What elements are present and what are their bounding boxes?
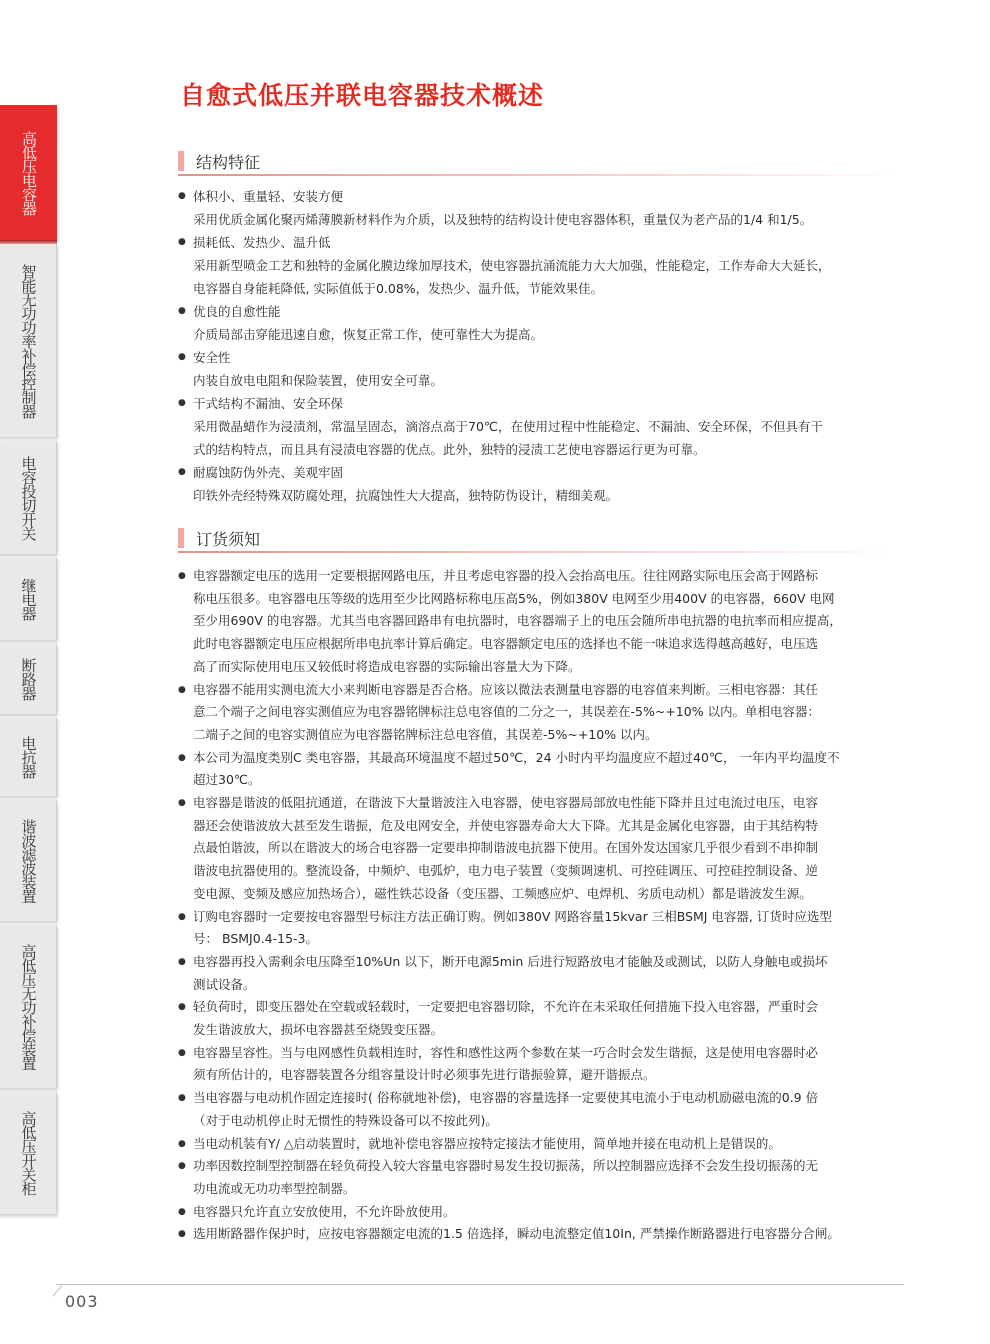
sidebar-tab-label: 断路器: [19, 658, 38, 700]
sidebar-tab-relays[interactable]: [0, 558, 57, 640]
section-marker: [178, 151, 184, 171]
sidebar-tab-label: 智能无功功率补偿控制器: [19, 263, 38, 418]
footer-divider: [56, 1284, 904, 1285]
list-item-line: ● 电容器只允许直立安放使用，不允许卧放使用。: [193, 1203, 456, 1219]
section-header-ordering: [178, 526, 904, 550]
section-header-structure: [178, 149, 904, 173]
list-item-line: 印铁外壳经特殊双防腐处理，抗腐蚀性大大提高，独特防伪设计，精细美观。: [193, 488, 619, 503]
list-item: [178, 1223, 908, 1246]
list-item-line: 此时电容器额定电压应根据所串电抗率计算后确定。电容器额定电压的选择也不能一味追求选得越高越好，电压选: [193, 636, 819, 652]
list-item-line: ● 订购电容器时一定要按电容器型号标注方法正确订购。例如380V 网路容量15kvar 三相BSMJ 电容器, 订货时应选型: [193, 908, 832, 924]
list-item: [178, 461, 908, 507]
list-item-line: ● 体积小、重量轻、安装方便: [193, 189, 344, 204]
sidebar-tab-label: 高低压开关柜: [19, 1111, 38, 1195]
sidebar-tab-label: 高低压电容器: [20, 130, 38, 215]
sidebar-tab-compensation-devices[interactable]: [0, 925, 57, 1088]
sidebar-tab-switchgear[interactable]: [0, 1092, 57, 1214]
sidebar-tab-capacitors[interactable]: [0, 105, 57, 240]
list-item: [178, 392, 908, 461]
sidebar-tab-label: 电容投切开关: [19, 455, 38, 540]
list-item-line: 超过30℃。: [193, 772, 261, 788]
list-item-line: ● 电容器是谐波的低阻抗通道，在谐波下大量谐波注入电容器，使电容器局部放电性能下降并且过电流过电压，电容: [193, 795, 819, 811]
list-item-line: 高了而实际使用电压又较低时将造成电容器的实际输出容量大为下降。: [193, 658, 581, 674]
list-item-line: 电容器自身能耗降低, 实际值低于0.08%，发热少、温升低，节能效果佳。: [193, 281, 604, 296]
footer-divider-accent: [53, 1285, 63, 1296]
list-item-line: 采用优质金属化聚丙烯薄膜新材料作为介质，以及独特的结构设计使电容器体积，重量仅为老产品的1/4 和1/5。: [193, 212, 813, 227]
sidebar-tab-reactors[interactable]: [0, 718, 57, 796]
list-item-line: 采用新型喷金工艺和独特的金属化膜边缘加厚技术，使电容器抗涌流能力大大加强，性能稳定，工作寿命大大延长，: [193, 258, 831, 273]
list-item-line: （对于电动机停止时无惯性的特殊设备可以不按此列)。: [193, 1112, 498, 1128]
list-item-line: 式的结构特点，而且具有浸渍电容器的优点。此外，独特的浸渍工艺使电容器运行更为可靠。: [193, 442, 706, 457]
sidebar-tab-reactive-power-controller[interactable]: [0, 244, 57, 437]
page-number: 003: [65, 1292, 99, 1311]
list-item-line: ● 损耗低、发热少、温升低: [193, 235, 331, 250]
list-item-line: 谐波电抗器使用的。整流设备，中频炉、电弧炉，电力电子装置（变频调速机、可控硅调压、可控硅控制设备、逆: [193, 863, 819, 879]
list-item: [178, 1133, 908, 1156]
section-heading: 订货须知: [196, 530, 261, 549]
list-item-line: 至少用690V 的电容器。尤其当电容器回路串有电抗器时，电容器端子上的电压会随所串电抗器的电抗率而相应提高，: [193, 613, 842, 629]
sidebar-tab-label: 高低压无功补偿装置: [19, 943, 38, 1070]
list-item: [178, 906, 908, 951]
list-item-line: ● 本公司为温度类别C 类电容器，其最高环境温度不超过50℃，24 小时内平均温度应不超过40℃， 一年内平均温度不: [193, 749, 840, 765]
list-item-line: ● 优良的自愈性能: [193, 304, 281, 319]
list-item-line: 发生谐波放大，损坏电容器甚至烧毁变压器。: [193, 1022, 444, 1038]
list-item: [178, 1155, 908, 1200]
list-item: [178, 1087, 908, 1132]
list-item-line: ● 电容器呈容性。当与电网感性负载相连时，容性和感性这两个参数在某一巧合时会发生谐振，这是使用电容器时必: [193, 1044, 819, 1060]
list-item-line: ● 电容器额定电压的选用一定要根据网路电压，并且考虑电容器的投入会抬高电压。往往网路实际电压会高于网路标: [193, 568, 819, 583]
list-item-line: ● 电容器再投入需剩余电压降至10%Un 以下，断开电源5min 后进行短路放电才能触及或测试，以防人身触电或损坏: [193, 953, 828, 969]
list-item-line: ● 干式结构不漏油、安全环保: [193, 396, 344, 411]
list-item: [178, 996, 908, 1041]
ordering-notes-list: [178, 565, 908, 1246]
list-item: [178, 231, 908, 300]
list-item-line: ● 轻负荷时，即变压器处在空载或轻载时，一定要把电容器切除，不允许在未采取任何措施下投入电容器，严重时会: [193, 999, 819, 1015]
list-item: [178, 1201, 908, 1224]
section-heading: 结构特征: [196, 153, 261, 172]
section-divider: [178, 174, 904, 176]
list-item-line: 变电源、变频及感应加热场合），磁性铁芯设备（变压器、工频感应炉、电焊机、劣质电动机）都是谐波发生源。: [193, 885, 812, 901]
sidebar-tab-harmonic-filters[interactable]: [0, 800, 57, 921]
category-sidebar: [0, 105, 57, 1218]
list-item-line: 点最怕谐波，所以在谐波大的场合电容器一定要串抑制谐波电抗器下使用。在国外发达国家几乎很少看到不串抑制: [193, 840, 819, 856]
section-divider: [178, 551, 904, 553]
sidebar-tab-label: 继电器: [19, 578, 38, 620]
list-item-line: 二端子之间的电容实测值应为电容器铭牌标注总电容值，其误差-5%~+10% 以内。: [193, 726, 658, 742]
list-item-line: 内装自放电电阻和保险装置，使用安全可靠。: [193, 373, 444, 388]
section-marker: [178, 528, 184, 548]
list-item-line: ● 电容器不能用实测电流大小来判断电容器是否合格。应该以微法表测量电容器的电容值来判断。三相电容器：其任: [193, 681, 819, 697]
list-item: [178, 1042, 908, 1087]
list-item-line: ● 安全性: [193, 350, 231, 365]
list-item: [178, 565, 908, 679]
list-item-line: ● 功率因数控制型控制器在轻负荷投入较大容量电容器时易发生投切振荡，所以控制器应选择不会发生投切振荡的无: [193, 1158, 819, 1174]
list-item-line: 器还会使谐波放大甚至发生谐振，危及电网安全，并使电容器寿命大大下降。尤其是金属化电容器，由于其结构特: [193, 817, 819, 833]
list-item: [178, 300, 908, 346]
sidebar-tab-label: 电抗器: [19, 736, 38, 778]
list-item: [178, 346, 908, 392]
list-item: [178, 747, 908, 792]
list-item-line: 称电压很多。电容器电压等级的选用至少比网路标称电压高5%，例如380V 电网至少用400V 的电容器，660V 电网: [193, 590, 835, 606]
list-item-line: ● 选用断路器作保护时，应按电容器额定电流的1.5 倍选择，瞬动电流整定值10In, 严禁操作断路器进行电容器分合闸。: [193, 1226, 840, 1242]
list-item: [178, 792, 908, 906]
list-item-line: 功电流或无功功率型控制器。: [193, 1180, 356, 1196]
sidebar-tab-capacitor-switch[interactable]: [0, 441, 57, 554]
sidebar-tab-circuit-breakers[interactable]: [0, 644, 57, 714]
list-item-line: 介质局部击穿能迅速自愈，恢复正常工作，使可靠性大为提高。: [193, 327, 544, 342]
structure-features-list: [178, 185, 908, 507]
list-item: [178, 679, 908, 747]
list-item-line: 须有所估计的，电容器装置各分组容量设计时必须事先进行谐振验算，避开谐振点。: [193, 1067, 656, 1083]
list-item: [178, 185, 908, 231]
list-item-line: 意二个端子之间电容实测值应为电容器铭牌标注总电容值的二分之一，其误差在-5%~+10% 以内。单相电容器：: [193, 704, 821, 720]
list-item-line: 测试设备。: [193, 976, 256, 992]
list-item-line: 号： BSMJ0.4-15-3。: [193, 931, 318, 947]
list-item-line: ● 当电动机装有Y/ △启动装置时，就地补偿电容器应按特定接法才能使用，简单地并接在电动机上是错误的。: [193, 1135, 781, 1151]
page-title: 自愈式低压并联电容器技术概述: [180, 81, 545, 110]
list-item-line: ● 耐腐蚀防伪外壳、美观牢固: [193, 465, 344, 480]
list-item: [178, 951, 908, 996]
sidebar-tab-label: 谐波滤波装置: [19, 818, 38, 903]
list-item-line: 采用微晶蜡作为浸渍剂，常温呈固态，滴溶点高于70℃，在使用过程中性能稳定、不漏油、安全环保，不但具有干: [193, 419, 823, 434]
list-item-line: ● 当电容器与电动机作固定连接时( 俗称就地补偿)，电容器的容量选择一定要使其电流小于电动机励磁电流的0.9 倍: [193, 1090, 819, 1106]
